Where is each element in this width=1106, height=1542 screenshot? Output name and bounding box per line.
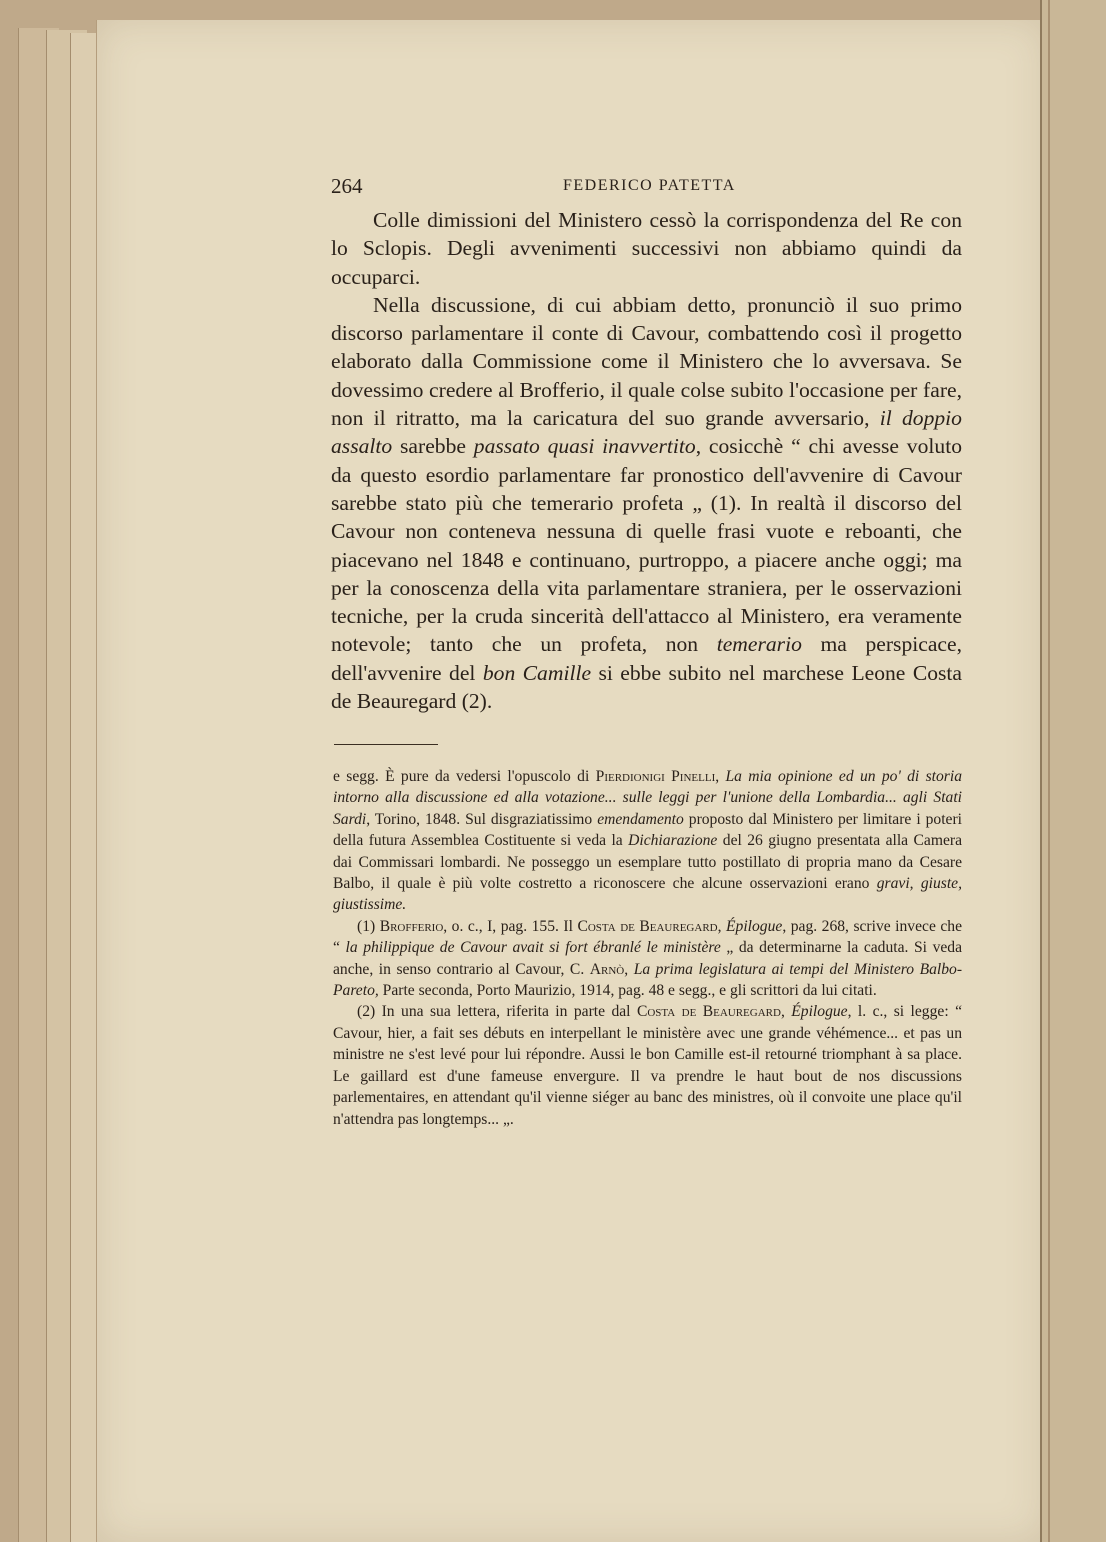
footnote-1: (1) Brofferio, o. c., I, pag. 155. Il Costa de Beauregard, Épilogue, pag. 268, scrive invece che “ la philippique de Cavour avait si fort ébranlé le ministère „ da determinarne la caduta. Si veda anche, in senso contrario al Cavour, C. Arnò, La prima legislatura ai tempi del Ministero Balbo-Pareto, Parte seconda, Porto Maurizio, 1914, pag. 48 e segg., e gli scrittori da lui citati. — [333, 917, 963, 1000]
paragraph: Colle dimissioni del Ministero cessò la corrispondenza del Re con lo Sclopis. Degli avvenimenti successivi non abbiamo quindi da occuparci. — [331, 208, 962, 289]
paragraph: Nella discussione, di cui abbiam detto, pronunciò il suo primo discorso parlamentare il conte di Cavour, combattendo così il progetto elaborato dalla Commissione come il Ministero che lo avversava. Se dovessimo credere al Brofferio, il quale colse subito l'occasione per fare, non il ritratto, ma la caricatura del suo grande avversario, il doppio assalto sarebbe passato quasi inavvertito, cosicchè “ chi avesse voluto da questo esordio parlamentare far pronostico dell'avvenire di Cavour sarebbe stato più che temerario profeta „ (1). In realtà il discorso del Cavour non conteneva nessuna di quelle frasi vuote e reboanti, che piacevano nel 1848 e continuano, purtroppo, a piacere anche oggi; ma per la conoscenza della vita parlamentare straniera, per le osservazioni tecniche, per la cruda sincerità dell'attacco al Ministero, era veramente notevole; tanto che un profeta, non temerario ma perspicace, dell'avvenire del bon Camille si ebbe subito nel marchese Leone Costa de Beauregard (2). — [331, 292, 963, 714]
footnote-2: (2) In una sua lettera, riferita in parte dal Costa de Beauregard, Épilogue, l. c., si legge: “ Cavour, hier, a fait ses débuts en interpellant le ministère avec une grande véhémence... et pas un ministre ne s'est levé pour lui répondre. Aussi le bon Camille est-il retourné triomphant à sa place. Le gaillard est d'une fameuse envergure. Il va prendre le haut bout de nos discussions parlementaires, en attendant qu'il vienne siéger au banc des ministres, où il convoite une place qu'il n'attendra pas longtemps... „. — [333, 1003, 963, 1128]
footnote-continuation: e segg. È pure da vedersi l'opuscolo di Pierdionigi Pinelli, La mia opinione ed un po' di storia intorno alla discussione ed alla votazione... sulle leggi per l'unione della Lombardia... agli Stati Sardi, Torino, 1848. Sul disgraziatissimo emendamento proposto dal Ministero per limitare i poteri della futura Assemblea Costituente si veda la Dichiarazione del 26 giugno presentata alla Camera dai Commissari lombardi. Ne posseggo un esemplare tutto postillato di propria mano da Cesare Balbo, il quale è più volte costretto a riconoscere che alcune osservazioni erano gravi, giuste, giustissime. — [333, 768, 962, 914]
book-gutter — [1040, 0, 1106, 1542]
page-header — [331, 174, 961, 200]
page-number: 264 — [331, 174, 363, 198]
footnote-separator — [334, 744, 438, 745]
main-text — [331, 206, 962, 715]
footnotes — [333, 766, 962, 1130]
running-head: FEDERICO PATETTA — [563, 177, 736, 194]
